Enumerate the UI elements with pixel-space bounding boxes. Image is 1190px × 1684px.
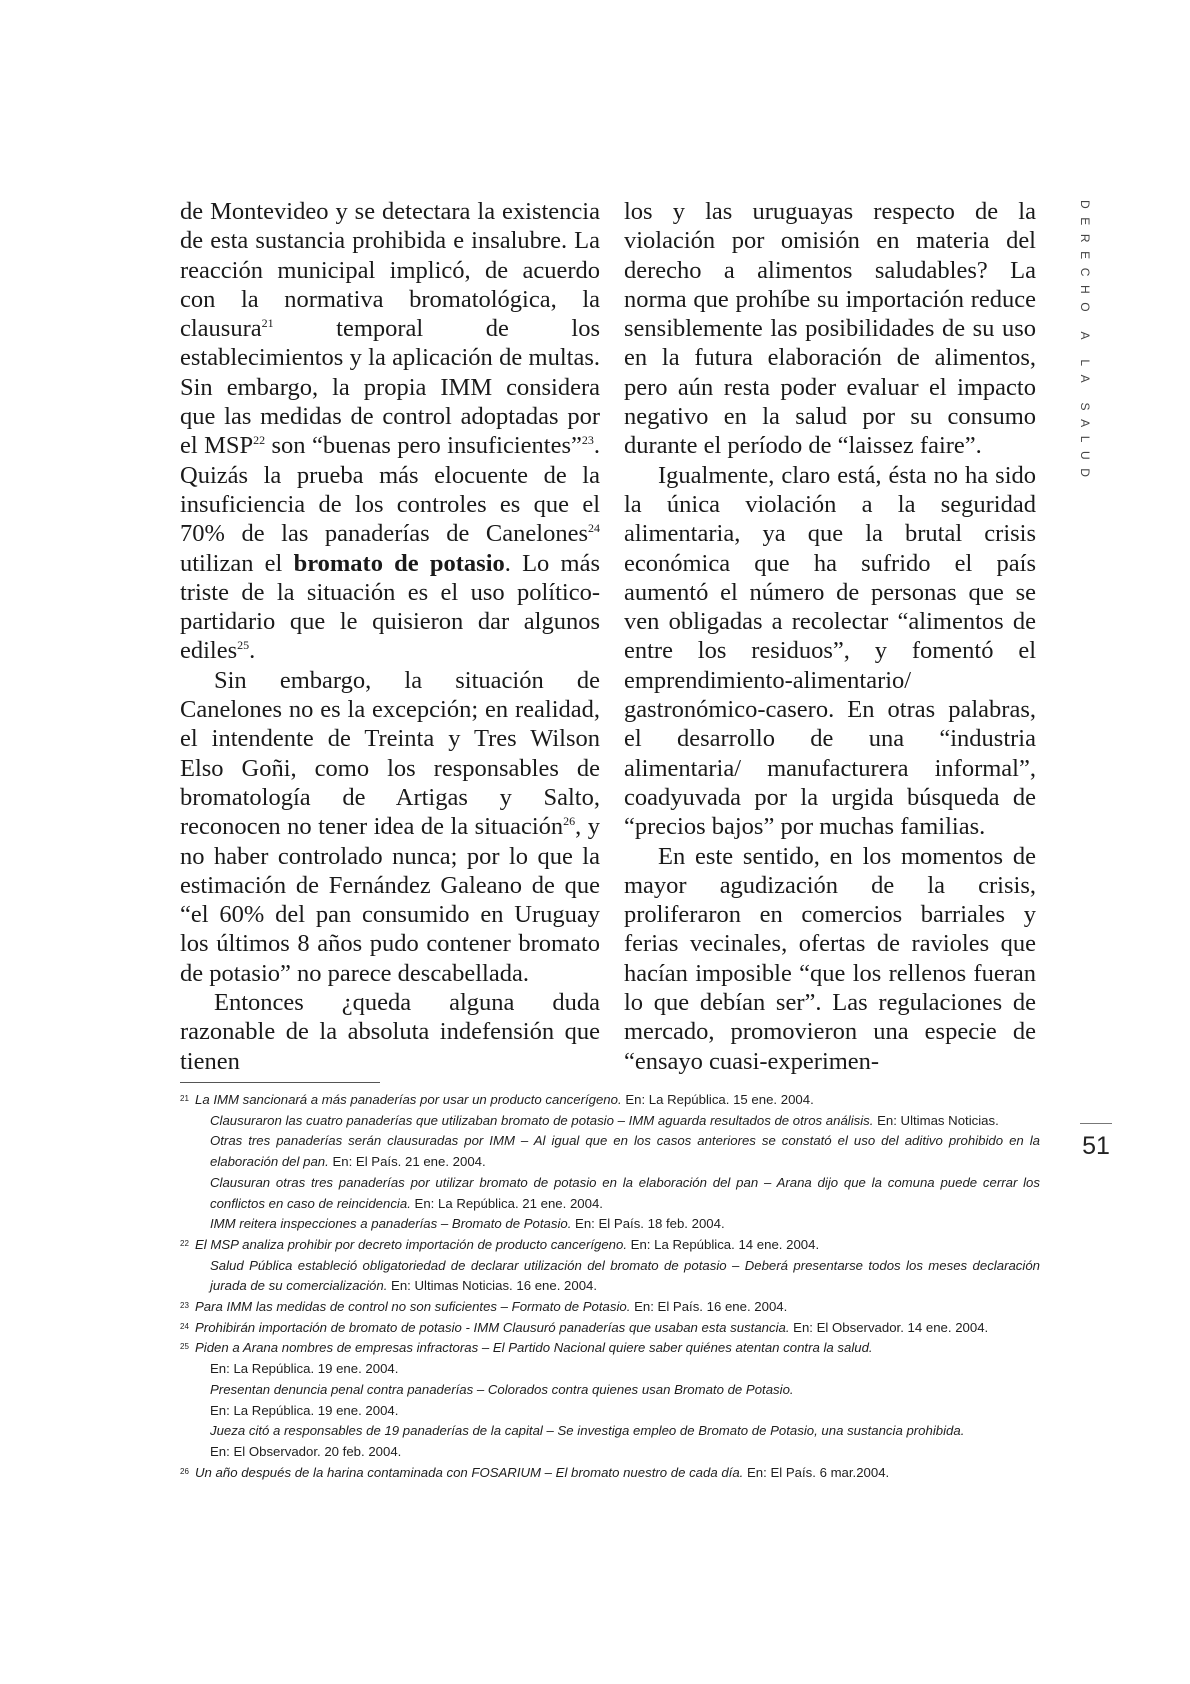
footnote-source: En: El País. 6 mar.2004. — [743, 1464, 890, 1480]
footnote-ref[interactable]: 21 — [261, 316, 274, 331]
footnote-source: En: La República. 15 ene. 2004. — [621, 1092, 814, 1107]
footnote-title: Para IMM las medidas de control no son suficientes – Formato de Potasio. — [195, 1299, 631, 1315]
footnote-title: El MSP analiza prohibir por decreto importación de producto cancerígeno. — [195, 1236, 628, 1252]
footnote-title: Clausuraron las cuatro panaderías que utilizaban bromato de potasio – IMM aguarda resultados de otros análisis. — [210, 1112, 874, 1128]
body-column-left — [180, 197, 601, 1075]
footnote-ref[interactable]: 25 — [237, 638, 250, 653]
footnote-title: Prohibirán importación de bromato de potasio - IMM Clausuró panaderías que usaban esta sustancia. — [195, 1319, 790, 1335]
footnote-entry — [195, 1111, 1040, 1132]
footnote-number: 24 — [180, 1321, 189, 1331]
page-number: 51 — [1082, 1132, 1110, 1160]
footnote-number: 25 — [180, 1342, 189, 1352]
footnote-ref[interactable]: 24 — [588, 521, 600, 536]
footnote-title: Salud Pública estableció obligatoriedad de declarar utilización del bromato de potasio – Deberá presentarse todos los meses declaración jurada de su comercialización. — [210, 1257, 1040, 1294]
paragraph: los y las uruguayas respecto de la violación por omisión en materia del derecho a alimentos saludables? La norma que prohíbe su importación reduce sensiblemente las posibilidades de su uso en la futura elaboración de alimentos, pero aún resta poder evaluar el impacto negativo en la salud por su consumo durante el período de “laissez faire”. — [624, 198, 1036, 460]
paragraph: Entonces ¿queda alguna duda razonable de la absoluta indefensión que tienen — [180, 989, 600, 1075]
footnotes — [180, 1090, 1040, 1483]
footnote-entry — [195, 1235, 1040, 1256]
footnote-number: 21 — [180, 1094, 189, 1103]
footnote-entry — [195, 1318, 1040, 1339]
footnote-title: Piden a Arana nombres de empresas infractoras – El Partido Nacional quiere saber quiénes atentan contra la salud. — [195, 1340, 873, 1356]
paragraph: de Montevideo y se detectara la existencia de esta sustancia prohibida e insalubre. La reacción municipal implicó, de acuerdo con la normativa bromatológica, la clausura$^{21}$ temporal de los establecimientos y la aplicación de multas. Sin embargo, la propia IMM considera que las medidas de control adoptadas por el MSP$^{22}$ son “buenas pero insuficientes”$^{23}$. Quizás la prueba más elocuente de la insuficiencia de los controles es que el 70% de las panaderías de Canelones$^{24}$ utilizan el bromato de potasio. Lo más triste de la situación es el uso político-partidario que le quisieron dar algunos ediles$^{25}$. — [180, 198, 601, 665]
footnote-entry — [195, 1442, 1040, 1463]
footnote-source: En: El Observador. 20 feb. 2004. — [210, 1443, 402, 1459]
footnote-title: Un año después de la harina contaminada con FOSARIUM – El bromato nuestro de cada día. — [195, 1464, 744, 1480]
footnote-source: En: El Observador. 14 ene. 2004. — [789, 1319, 989, 1335]
footnote — [180, 1463, 1040, 1484]
folio-rule — [1080, 1123, 1112, 1124]
footnote-divider — [180, 1082, 380, 1083]
footnote — [180, 1235, 1040, 1297]
footnote-source: En: Ultimas Noticias. — [873, 1112, 999, 1128]
footnote-source: En: La República. 21 ene. 2004. — [410, 1195, 603, 1211]
footnote-entry — [195, 1214, 1040, 1235]
footnote-entry — [195, 1256, 1040, 1297]
footnote-source: En: El País. 21 ene. 2004. — [328, 1154, 486, 1170]
footnote-ref[interactable]: 23 — [581, 433, 594, 448]
footnote-entry — [195, 1463, 1040, 1484]
footnote-entry — [195, 1131, 1040, 1172]
footnote-ref[interactable]: 26 — [563, 814, 576, 829]
footnote — [180, 1318, 1040, 1339]
running-head: DERECHO A LA SALUD — [1078, 200, 1092, 486]
footnote-source: En: La República. 19 ene. 2004. — [210, 1361, 399, 1377]
footnote-entry — [195, 1380, 1040, 1401]
footnote — [180, 1297, 1040, 1318]
footnote-entry — [195, 1338, 1040, 1359]
footnote-number: 22 — [180, 1238, 189, 1248]
footnote-title: Otras tres panaderías serán clausuradas por IMM – Al igual que en los casos anteriores se constató el uso del aditivo prohibido en la elaboración del pan. — [210, 1133, 1040, 1170]
footnote-title: IMM reitera inspecciones a panaderías – Bromato de Potasio. — [210, 1216, 572, 1232]
paragraph: Sin embargo, la situación de Canelones no es la excepción; en realidad, el intendente de Treinta y Tres Wilson Elso Goñi, como los responsables de bromatología de Artigas y Salto, reconocen no tener idea de la situación$^{26}$, y no haber controlado nunca; por lo que la estimación de Fernández Galeano de que “el 60% del pan consumido en Uruguay los últimos 8 años pudo contener bromato de potasio” no parece descabellada. — [180, 666, 601, 987]
paragraph: Igualmente, claro está, ésta no ha sido la única violación a la seguridad alimentaria, ya que la brutal crisis económica que ha sufrido el país aumentó el número de personas que se ven obligadas a recolectar “alimentos de entre los residuos”, y fomentó el emprendimiento-alimentario/ gastronómico-casero. En otras palabras, el desarrollo de una “industria alimentaria/ manufacturera informal”, coadyuvada por la urgida búsqueda de “precios bajos” por muchas familias. — [624, 461, 1036, 841]
footnote-number: 26 — [180, 1466, 189, 1476]
footnote-source: En: La República. 19 ene. 2004. — [210, 1402, 399, 1418]
footnote-source: En: La República. 14 ene. 2004. — [627, 1236, 820, 1252]
footnote-source: En: El País. 16 ene. 2004. — [630, 1299, 788, 1315]
footnote-entry — [195, 1359, 1040, 1380]
footnote-ref[interactable]: 22 — [253, 433, 266, 448]
footnote-entry — [195, 1421, 1040, 1442]
body-column-right — [624, 197, 1036, 1075]
footnote — [180, 1338, 1040, 1462]
footnote-entry — [195, 1090, 1040, 1111]
footnote-source: En: Ultimas Noticias. 16 ene. 2004. — [387, 1278, 598, 1294]
footnote-source: En: El País. 18 feb. 2004. — [571, 1216, 725, 1232]
paragraph: En este sentido, en los momentos de mayor agudización de la crisis, proliferaron en comercios barriales y ferias vecinales, ofertas de ravioles que hacían imposible “que los rellenos fueran lo que debían ser”. Las regulaciones de mercado, promovieron una especie de “ensayo cuasi-experimen- — [624, 842, 1036, 1075]
footnote-title: Presentan denuncia penal contra panaderías – Colorados contra quienes usan Bromato de Potasio. — [210, 1381, 794, 1397]
footnote-number: 23 — [180, 1301, 189, 1311]
bold-term: bromato de potasio — [293, 549, 505, 577]
footnote-title: Jueza citó a responsables de 19 panaderías de la capital – Se investiga empleo de Bromato de Potasio, una sustancia prohibida. — [210, 1423, 965, 1439]
footnote-title: La IMM sancionará a más panaderías por usar un producto cancerígeno. — [195, 1092, 622, 1107]
footnote-entry — [195, 1297, 1040, 1318]
footnote-entry — [195, 1401, 1040, 1422]
footnote-title: Clausuran otras tres panaderías por utilizar bromato de potasio en la elaboración del pan – Arana dijo que la comuna puede cerrar los conflictos en caso de reincidencia. — [210, 1174, 1040, 1211]
footnote — [180, 1090, 1040, 1235]
footnote-entry — [195, 1173, 1040, 1214]
